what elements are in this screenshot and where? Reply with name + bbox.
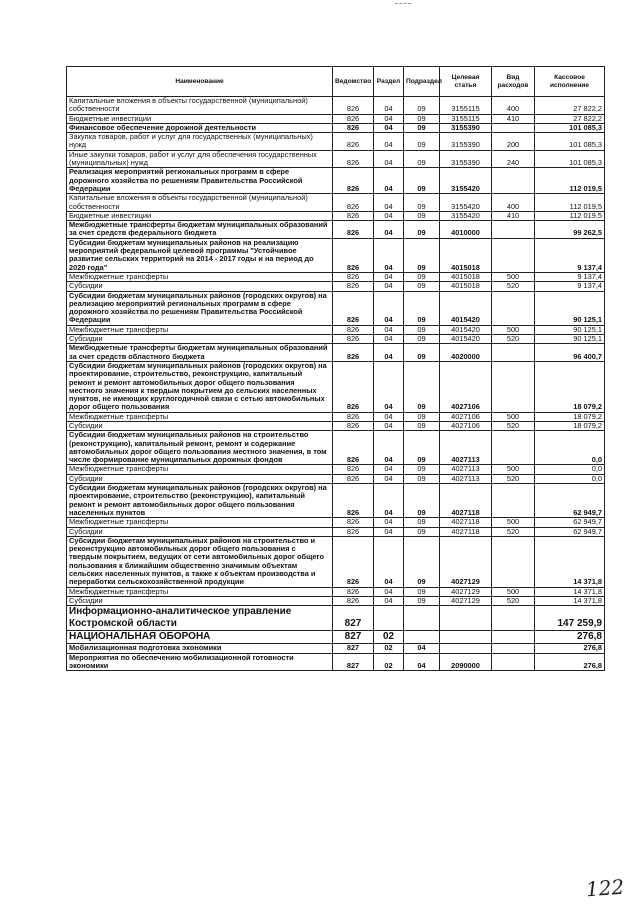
cell-amount: 62 949,7 xyxy=(535,527,605,536)
table-row xyxy=(67,150,605,168)
cell-subsection: 09 xyxy=(404,194,440,212)
cell-exptype xyxy=(492,606,535,631)
cell-section: 04 xyxy=(374,421,404,430)
header-name: Наименование xyxy=(67,67,333,97)
cell-section: 04 xyxy=(374,168,404,194)
cell-target: 3155115 xyxy=(440,97,492,115)
cell-subsection: 09 xyxy=(404,282,440,291)
cell-exptype: 520 xyxy=(492,335,535,344)
cell-subsection: 09 xyxy=(404,238,440,272)
cell-section: 04 xyxy=(374,133,404,151)
cell-target: 4027113 xyxy=(440,465,492,474)
cell-subsection: 09 xyxy=(404,133,440,151)
cell-name: Бюджетные инвестиции xyxy=(67,114,333,123)
cell-amount: 112 019,5 xyxy=(535,211,605,220)
cell-subsection: 09 xyxy=(404,150,440,168)
cell-amount: 0,0 xyxy=(535,465,605,474)
cell-name: Субсидии xyxy=(67,421,333,430)
cell-dept: 826 xyxy=(333,431,374,465)
cell-name: Капитальные вложения в объекты государственной (муниципальной) собственности xyxy=(67,97,333,115)
cell-target: 3155420 xyxy=(440,211,492,220)
cell-exptype xyxy=(492,168,535,194)
cell-dept: 826 xyxy=(333,133,374,151)
cell-target: 4027113 xyxy=(440,431,492,465)
table-row xyxy=(67,527,605,536)
table-row xyxy=(67,114,605,123)
cell-target: 4015420 xyxy=(440,335,492,344)
table-row xyxy=(67,133,605,151)
cell-dept: 826 xyxy=(333,527,374,536)
cell-dept: 827 xyxy=(333,631,374,644)
cell-section: 02 xyxy=(374,644,404,653)
cell-dept: 827 xyxy=(333,644,374,653)
cell-exptype: 400 xyxy=(492,194,535,212)
cell-amount: 112 019,5 xyxy=(535,168,605,194)
cell-section: 04 xyxy=(374,465,404,474)
cell-section: 04 xyxy=(374,527,404,536)
cell-dept: 826 xyxy=(333,596,374,605)
cell-target: 3155390 xyxy=(440,150,492,168)
cell-amount: 27 822,2 xyxy=(535,114,605,123)
cell-section: 04 xyxy=(374,272,404,281)
cell-name: Межбюджетные трансферты xyxy=(67,412,333,421)
cell-exptype: 520 xyxy=(492,527,535,536)
cell-dept: 826 xyxy=(333,221,374,239)
header-exptype: Вид расходов xyxy=(492,67,535,97)
cell-subsection: 09 xyxy=(404,114,440,123)
table-row xyxy=(67,291,605,325)
cell-section: 04 xyxy=(374,335,404,344)
cell-exptype: 400 xyxy=(492,97,535,115)
cell-amount: 0,0 xyxy=(535,431,605,465)
cell-name: Межбюджетные трансферты бюджетам муниципальных образований за счет средств областного бюджета xyxy=(67,344,333,362)
cell-target: 4015018 xyxy=(440,282,492,291)
cell-name: Межбюджетные трансферты xyxy=(67,587,333,596)
cell-name: Межбюджетные трансферты xyxy=(67,518,333,527)
cell-section: 04 xyxy=(374,211,404,220)
cell-amount: 90 125,1 xyxy=(535,335,605,344)
cell-name: Закупка товаров, работ и услуг для государственных (муниципальных) нужд xyxy=(67,133,333,151)
cell-target: 4027129 xyxy=(440,596,492,605)
header-subsection: Подраздел xyxy=(404,67,440,97)
cell-dept: 826 xyxy=(333,150,374,168)
cell-dept: 826 xyxy=(333,536,374,587)
table-row xyxy=(67,221,605,239)
table-row xyxy=(67,596,605,605)
cell-section: 04 xyxy=(374,221,404,239)
cell-exptype: 520 xyxy=(492,421,535,430)
cell-target xyxy=(440,644,492,653)
table-row xyxy=(67,361,605,412)
cell-amount: 101 085,3 xyxy=(535,133,605,151)
cell-amount: 18 079,2 xyxy=(535,421,605,430)
cell-subsection: 09 xyxy=(404,587,440,596)
table-row xyxy=(67,518,605,527)
table-body xyxy=(67,97,605,671)
cell-amount: 96 400,7 xyxy=(535,344,605,362)
cell-name: Межбюджетные трансферты бюджетам муниципальных образований за счет средств федерального бюджета xyxy=(67,221,333,239)
cell-section: 04 xyxy=(374,587,404,596)
cell-section: 04 xyxy=(374,361,404,412)
cell-amount: 18 079,2 xyxy=(535,412,605,421)
cell-name: Информационно-аналитическое управление Костромской области xyxy=(67,606,333,631)
cell-name: Субсидии бюджетам муниципальных районов на строительство и реконструкцию автомобильных дорог общего пользования с твердым покрытием, ведущих от сети автомобильных дорог общего пользования к ближайшим общественно значимым объектам сельских населенных пунктов, а также к объектам производства и переработки сельскохозяйственной продукции xyxy=(67,536,333,587)
cell-name: Межбюджетные трансферты xyxy=(67,325,333,334)
cell-name: Субсидии xyxy=(67,596,333,605)
cell-section: 04 xyxy=(374,114,404,123)
cell-target: 2090000 xyxy=(440,653,492,671)
cell-subsection: 09 xyxy=(404,344,440,362)
cell-subsection: 09 xyxy=(404,474,440,483)
table-row xyxy=(67,272,605,281)
cell-exptype xyxy=(492,484,535,518)
cell-amount: 99 262,5 xyxy=(535,221,605,239)
cell-section: 04 xyxy=(374,431,404,465)
cell-target: 4027106 xyxy=(440,361,492,412)
header-section: Раздел xyxy=(374,67,404,97)
cell-dept: 826 xyxy=(333,587,374,596)
cell-exptype xyxy=(492,536,535,587)
cell-name: Субсидии бюджетам муниципальных районов на строительство (реконструкцию), капитальный ремонт, ремонт и содержание автомобильных дорог общего пользования местного значения, в том числе формирование муниципальных дорожных фондов xyxy=(67,431,333,465)
cell-amount: 90 125,1 xyxy=(535,291,605,325)
cell-section: 04 xyxy=(374,194,404,212)
cell-target: 4027129 xyxy=(440,536,492,587)
cell-amount: 147 259,9 xyxy=(535,606,605,631)
cell-dept: 826 xyxy=(333,518,374,527)
cell-subsection: 09 xyxy=(404,221,440,239)
cell-section: 04 xyxy=(374,474,404,483)
cell-target: 4015420 xyxy=(440,325,492,334)
cell-exptype xyxy=(492,361,535,412)
cell-section xyxy=(374,606,404,631)
cell-exptype xyxy=(492,431,535,465)
cell-section: 04 xyxy=(374,344,404,362)
cell-exptype: 410 xyxy=(492,114,535,123)
cell-target: 4015420 xyxy=(440,291,492,325)
table-row xyxy=(67,431,605,465)
cell-subsection: 09 xyxy=(404,325,440,334)
cell-name: НАЦИОНАЛЬНАЯ ОБОРОНА xyxy=(67,631,333,644)
cell-subsection: 09 xyxy=(404,335,440,344)
cell-name: Субсидии бюджетам муниципальных районов (городских округов) на проектирование, строительство, реконструкцию, капитальный ремонт и ремонт автомобильных дорог общего пользования местного значения к твердым покрытием до сельских населенных пунктов, не имеющих круглогодичной связи с сетью автомобильных дорог общего пользования xyxy=(67,361,333,412)
cell-dept: 826 xyxy=(333,474,374,483)
table-row xyxy=(67,344,605,362)
cell-target: 3155390 xyxy=(440,123,492,132)
cell-section: 04 xyxy=(374,282,404,291)
cell-target: 4015018 xyxy=(440,272,492,281)
cell-target: 4027129 xyxy=(440,587,492,596)
cell-exptype xyxy=(492,631,535,644)
cell-name: Межбюджетные трансферты xyxy=(67,272,333,281)
cell-target: 4027113 xyxy=(440,474,492,483)
cell-dept: 826 xyxy=(333,272,374,281)
cell-subsection: 09 xyxy=(404,168,440,194)
cell-name: Субсидии xyxy=(67,527,333,536)
cell-exptype: 240 xyxy=(492,150,535,168)
cell-section: 04 xyxy=(374,123,404,132)
cell-subsection: 09 xyxy=(404,518,440,527)
cell-amount: 9 137,4 xyxy=(535,282,605,291)
cell-subsection: 09 xyxy=(404,211,440,220)
cell-amount: 9 137,4 xyxy=(535,238,605,272)
cell-name: Субсидии бюджетам муниципальных районов (городских округов) на реализацию мероприятий региональных программ в сфере дорожного хозяйства по решениям Правительства Российской Федерации xyxy=(67,291,333,325)
cell-exptype: 200 xyxy=(492,133,535,151)
cell-name: Финансовое обеспечение дорожной деятельности xyxy=(67,123,333,132)
cell-dept: 826 xyxy=(333,238,374,272)
cell-exptype xyxy=(492,221,535,239)
cell-amount: 0,0 xyxy=(535,474,605,483)
header-target: Целевая статья xyxy=(440,67,492,97)
cell-exptype xyxy=(492,653,535,671)
cell-amount: 9 137,4 xyxy=(535,272,605,281)
cell-section: 02 xyxy=(374,631,404,644)
cell-exptype: 500 xyxy=(492,587,535,596)
cell-subsection: 09 xyxy=(404,431,440,465)
cell-amount: 101 085,3 xyxy=(535,150,605,168)
table-row xyxy=(67,653,605,671)
cell-target: 3155115 xyxy=(440,114,492,123)
cell-dept: 826 xyxy=(333,412,374,421)
cell-dept: 827 xyxy=(333,653,374,671)
cell-section: 04 xyxy=(374,536,404,587)
cell-amount: 276,8 xyxy=(535,644,605,653)
cell-dept: 827 xyxy=(333,606,374,631)
cell-target: 4027118 xyxy=(440,484,492,518)
cell-subsection: 09 xyxy=(404,465,440,474)
header-dept: Ведомство xyxy=(333,67,374,97)
cell-dept: 826 xyxy=(333,114,374,123)
cell-subsection: 09 xyxy=(404,484,440,518)
table-row xyxy=(67,536,605,587)
cell-target: 4015018 xyxy=(440,238,492,272)
cell-exptype: 500 xyxy=(492,518,535,527)
cell-amount: 276,8 xyxy=(535,631,605,644)
cell-target xyxy=(440,631,492,644)
cell-exptype: 410 xyxy=(492,211,535,220)
table-row xyxy=(67,484,605,518)
cell-name: Иные закупки товаров, работ и услуг для обеспечения государственных (муниципальных) нужд xyxy=(67,150,333,168)
cell-subsection: 09 xyxy=(404,421,440,430)
cell-exptype: 520 xyxy=(492,474,535,483)
cell-exptype: 500 xyxy=(492,465,535,474)
cell-subsection: 09 xyxy=(404,536,440,587)
cell-dept: 826 xyxy=(333,282,374,291)
cell-section: 04 xyxy=(374,412,404,421)
cell-subsection: 09 xyxy=(404,596,440,605)
cell-section: 04 xyxy=(374,596,404,605)
cell-subsection xyxy=(404,606,440,631)
cell-target xyxy=(440,606,492,631)
table-row xyxy=(67,325,605,334)
table-row xyxy=(67,194,605,212)
cell-target: 4010000 xyxy=(440,221,492,239)
cell-dept: 826 xyxy=(333,194,374,212)
cell-name: Мобилизационная подготовка экономики xyxy=(67,644,333,653)
cell-exptype xyxy=(492,344,535,362)
cell-section: 04 xyxy=(374,484,404,518)
table-row xyxy=(67,606,605,631)
cell-dept: 826 xyxy=(333,325,374,334)
cell-name: Реализация мероприятий региональных программ в сфере дорожного хозяйства по решениям Правительства Российской Федерации xyxy=(67,168,333,194)
cell-section: 04 xyxy=(374,238,404,272)
cell-name: Субсидии xyxy=(67,282,333,291)
cell-target: 4027118 xyxy=(440,518,492,527)
budget-table xyxy=(66,66,605,671)
cell-dept: 826 xyxy=(333,97,374,115)
cell-exptype: 500 xyxy=(492,325,535,334)
cell-name: Субсидии xyxy=(67,474,333,483)
cell-name: Субсидии xyxy=(67,335,333,344)
cell-target: 4027106 xyxy=(440,412,492,421)
cell-subsection xyxy=(404,631,440,644)
cell-exptype: 500 xyxy=(492,412,535,421)
table-row xyxy=(67,412,605,421)
cell-dept: 826 xyxy=(333,168,374,194)
page-number: 122 xyxy=(585,874,625,902)
cell-amount: 14 371,8 xyxy=(535,596,605,605)
cell-exptype: 520 xyxy=(492,596,535,605)
cell-amount: 90 125,1 xyxy=(535,325,605,334)
cell-subsection: 04 xyxy=(404,653,440,671)
table-header-row xyxy=(67,67,605,97)
cell-target: 4020000 xyxy=(440,344,492,362)
cell-section: 04 xyxy=(374,97,404,115)
cell-dept: 826 xyxy=(333,484,374,518)
cell-exptype: 500 xyxy=(492,272,535,281)
cell-name: Бюджетные инвестиции xyxy=(67,211,333,220)
table-row xyxy=(67,631,605,644)
cell-name: Капитальные вложения в объекты государственной (муниципальной) собственности xyxy=(67,194,333,212)
cell-subsection: 09 xyxy=(404,527,440,536)
cell-subsection: 09 xyxy=(404,412,440,421)
cell-subsection: 09 xyxy=(404,123,440,132)
cell-target: 3155420 xyxy=(440,194,492,212)
table-row xyxy=(67,282,605,291)
cell-subsection: 09 xyxy=(404,97,440,115)
cell-subsection: 09 xyxy=(404,272,440,281)
cell-section: 04 xyxy=(374,150,404,168)
cell-dept: 826 xyxy=(333,361,374,412)
cell-amount: 14 371,8 xyxy=(535,587,605,596)
cell-exptype xyxy=(492,644,535,653)
cell-amount: 14 371,8 xyxy=(535,536,605,587)
cell-dept: 826 xyxy=(333,123,374,132)
cell-amount: 18 079,2 xyxy=(535,361,605,412)
cell-target: 4027106 xyxy=(440,421,492,430)
cell-subsection: 09 xyxy=(404,291,440,325)
cell-exptype xyxy=(492,291,535,325)
table-row xyxy=(67,644,605,653)
cell-name: Субсидии бюджетам муниципальных районов (городских округов) на проектирование, строительство (реконструкцию), капитальный ремонт и ремонт автомобильных дорог общего пользования населенных пунктов xyxy=(67,484,333,518)
cell-target: 3155390 xyxy=(440,133,492,151)
cell-amount: 62 949,7 xyxy=(535,484,605,518)
cell-section: 04 xyxy=(374,291,404,325)
cell-target: 4027118 xyxy=(440,527,492,536)
table-row xyxy=(67,97,605,115)
cell-name: Субсидии бюджетам муниципальных районов на реализацию мероприятий федеральной целевой программы "Устойчивое развитие сельских территорий на 2014 - 2017 годы и на период до 2020 года" xyxy=(67,238,333,272)
cell-subsection: 04 xyxy=(404,644,440,653)
header-amount: Кассовое исполнение xyxy=(535,67,605,97)
cell-section: 04 xyxy=(374,325,404,334)
cell-section: 02 xyxy=(374,653,404,671)
top-dash-mark xyxy=(395,3,411,4)
cell-name: Мероприятия по обеспечению мобилизационной готовности экономики xyxy=(67,653,333,671)
table-row xyxy=(67,168,605,194)
cell-section: 04 xyxy=(374,518,404,527)
cell-dept: 826 xyxy=(333,465,374,474)
cell-dept: 826 xyxy=(333,335,374,344)
cell-exptype xyxy=(492,123,535,132)
cell-subsection: 09 xyxy=(404,361,440,412)
cell-dept: 826 xyxy=(333,421,374,430)
cell-amount: 27 822,2 xyxy=(535,97,605,115)
cell-amount: 276,8 xyxy=(535,653,605,671)
cell-dept: 826 xyxy=(333,291,374,325)
cell-amount: 101 085,3 xyxy=(535,123,605,132)
cell-dept: 826 xyxy=(333,344,374,362)
cell-exptype xyxy=(492,238,535,272)
table-row xyxy=(67,587,605,596)
cell-exptype: 520 xyxy=(492,282,535,291)
cell-target: 3155420 xyxy=(440,168,492,194)
table-row xyxy=(67,238,605,272)
cell-dept: 826 xyxy=(333,211,374,220)
cell-name: Межбюджетные трансферты xyxy=(67,465,333,474)
cell-amount: 112 019,5 xyxy=(535,194,605,212)
cell-amount: 62 949,7 xyxy=(535,518,605,527)
table-row xyxy=(67,465,605,474)
